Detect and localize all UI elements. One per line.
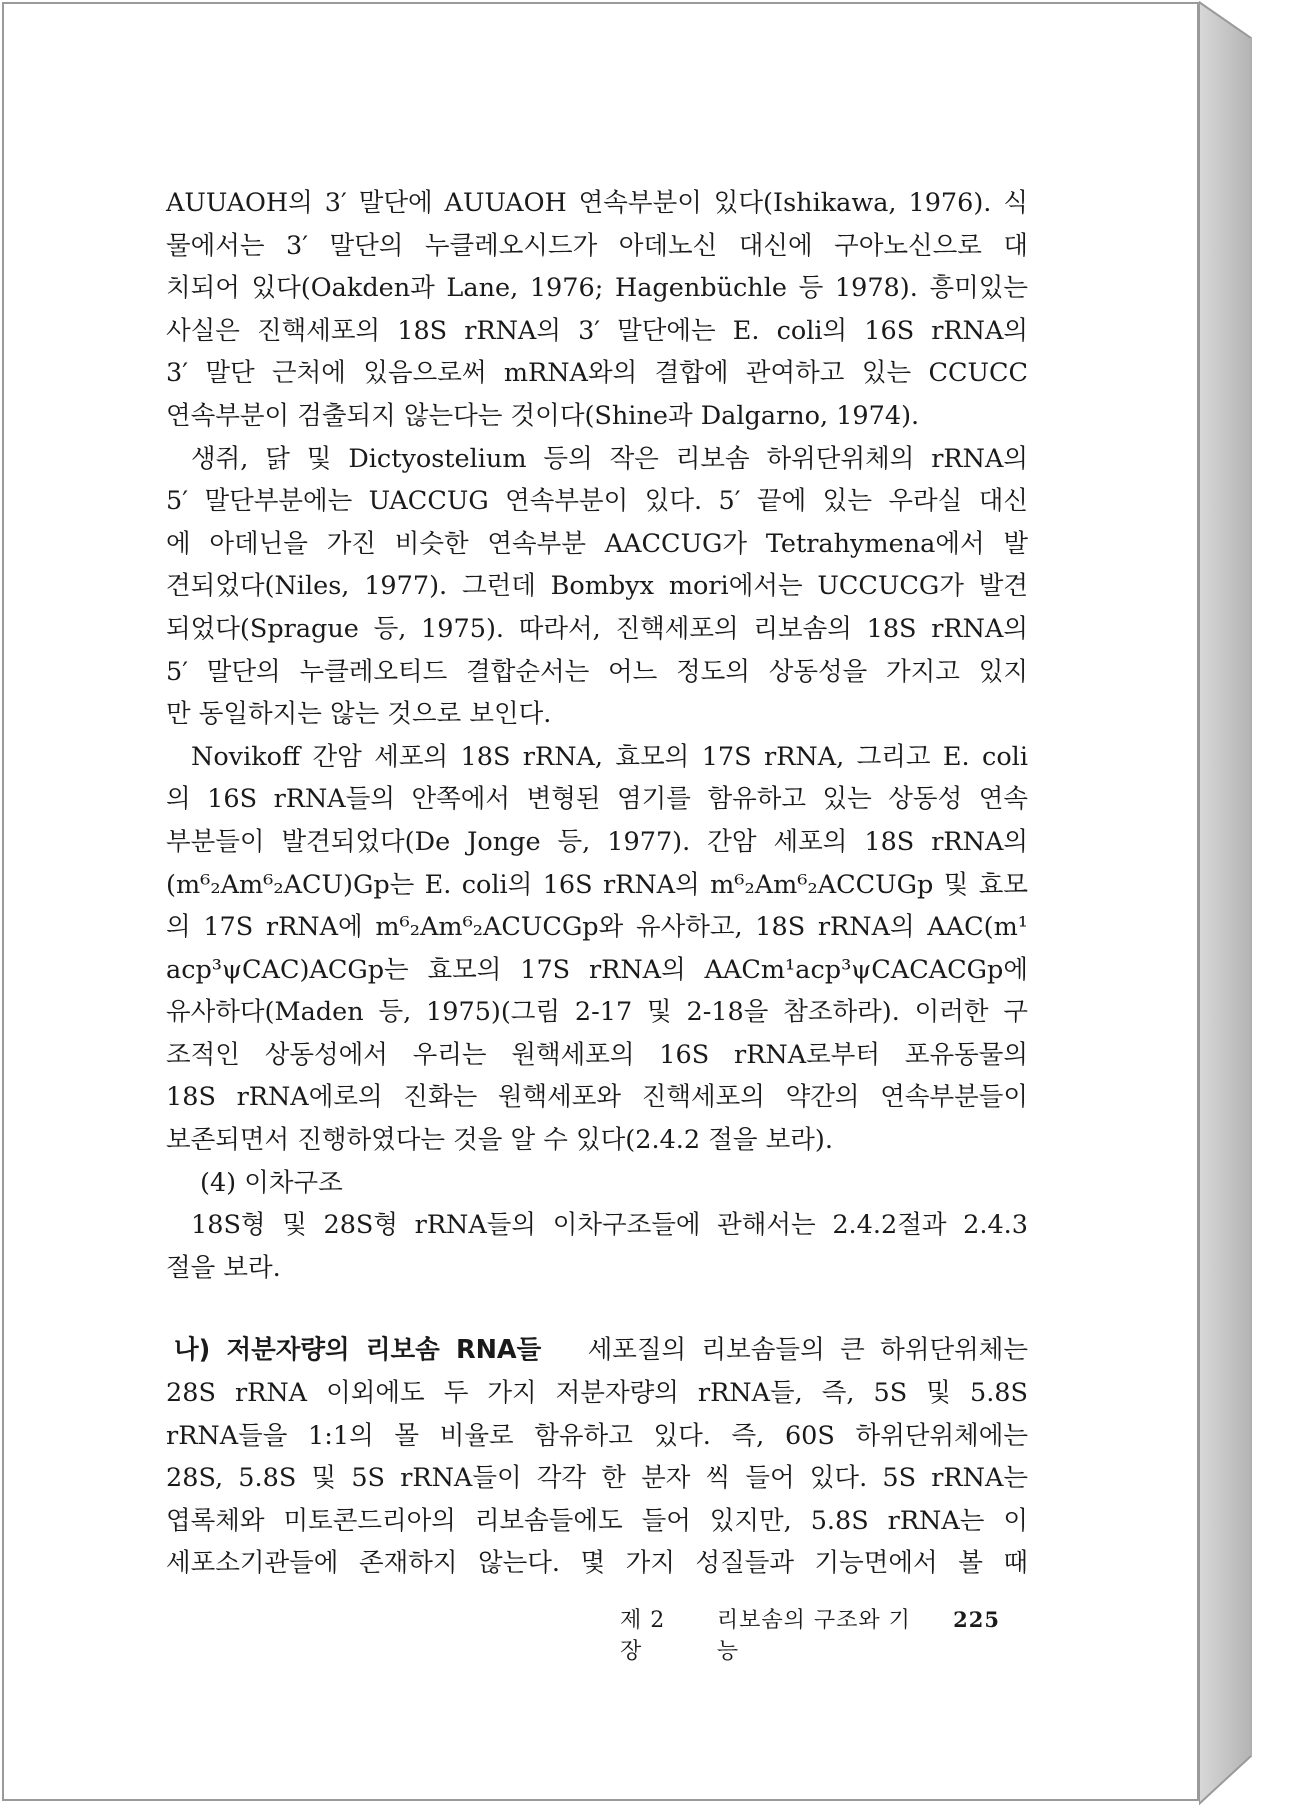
section-na-heading: 나) 저분자량의 리보솜 RNA들 (174, 1335, 542, 1366)
paragraph-3-line: 의 16S rRNA들의 안쪽에서 변형된 염기를 함유하고 있는 상동성 연속 (166, 784, 1028, 815)
paragraph-3-line: acp³ψCAC)ACGp는 효모의 17S rRNA의 AACm¹acp³ψCACACGp에 (166, 954, 1028, 985)
paragraph-2-line: 5′ 말단부분에는 UACCUG 연속부분이 있다. 5′ 끝에 있는 우라실 대신 (166, 486, 1028, 517)
subheading-secondary-structure: (4) 이차구조 (200, 1167, 343, 1198)
paragraph-1-line: 연속부분이 검출되지 않는다는 것이다(Shine과 Dalgarno, 1974). (166, 400, 920, 431)
paragraph-3-line: 18S rRNA에로의 진화는 원핵세포와 진핵세포의 약간의 연속부분들이 (166, 1082, 1028, 1113)
section-gap (166, 1289, 1028, 1329)
paragraph-1-line: 치되어 있다(Oakden과 Lane, 1976; Hagenbüchle 등 1978). 흥미있는 (166, 273, 1028, 304)
paragraph-2-line: 생쥐, 닭 및 Dictyostelium 등의 작은 리보솜 하위단위체의 rRNA의 (191, 443, 1028, 474)
paragraph-3-line: 유사하다(Maden 등, 1975)(그림 2-17 및 2-18을 참조하라). 이러한 구 (166, 997, 1028, 1028)
page-number: 225 (953, 1607, 1000, 1632)
paragraph-2-line: 에 아데닌을 가진 비슷한 연속부분 AACCUG가 Tetrahymena에서 발 (166, 528, 1028, 559)
section-na-first-line-text: 세포질의 리보솜들의 큰 하위단위체는 (587, 1335, 1028, 1366)
footer-chapter: 제 2 장 (620, 1608, 666, 1664)
paragraph-1-line: AUUAOH의 3′ 말단에 AUUAOH 연속부분이 있다(Ishikawa, 1976). 식 (166, 188, 1028, 218)
paragraph-2-line: 되었다(Sprague 등, 1975). 따라서, 진핵세포의 리보솜의 18S rRNA의 (166, 613, 1028, 644)
section-na-line: 엽록체와 미토콘드리아의 리보솜들에도 들어 있지만, 5.8S rRNA는 이 (166, 1505, 1028, 1536)
paragraph-3-line: 의 17S rRNA에 m⁶₂Am⁶₂ACUCGp와 유사하고, 18S rRNA의 AAC(m¹ (166, 912, 1028, 943)
paragraph-2-line: 5′ 말단의 누클레오티드 결합순서는 어느 정도의 상동성을 가지고 있지 (166, 656, 1028, 687)
section-na-line: 세포소기관들에 존재하지 않는다. 몇 가지 성질들과 기능면에서 볼 때 (166, 1548, 1028, 1579)
secondary-structure-line: 절을 보라. (166, 1252, 281, 1283)
paragraph-2-line: 견되었다(Niles, 1977). 그런데 Bombyx mori에서는 UCCUCG가 발견 (166, 571, 1028, 602)
footer-chapter-title: 리보솜의 구조와 기능 (716, 1608, 911, 1664)
book-edge (1199, 0, 1309, 1806)
paragraph-3-line: 조적인 상동성에서 우리는 원핵세포의 16S rRNA로부터 포유동물의 (166, 1039, 1028, 1070)
paragraph-3-line: 보존되면서 진행하였다는 것을 알 수 있다(2.4.2 절을 보라). (166, 1125, 833, 1156)
paragraph-3-line: 부분들이 발견되었다(De Jonge 등, 1977). 간암 세포의 18S rRNA의 (166, 826, 1028, 857)
paragraph-1-line: 물에서는 3′ 말단의 누클레오시드가 아데노신 대신에 구아노신으로 대 (166, 230, 1028, 261)
section-na-first-line (166, 1329, 1028, 1372)
paragraph-1-line: 3′ 말단 근처에 있음으로써 mRNA와의 결합에 관여하고 있는 CCUCC (166, 358, 1028, 389)
paragraph-2-line: 만 동일하지는 않는 것으로 보인다. (166, 699, 552, 730)
section-na-line: rRNA들을 1:1의 몰 비율로 함유하고 있다. 즉, 60S 하위단위체에는 (166, 1420, 1028, 1451)
page-text (166, 182, 1028, 1585)
paragraph-3-line: Novikoff 간암 세포의 18S rRNA, 효모의 17S rRNA, 그리고 E. coli (191, 741, 1028, 772)
section-na-line: 28S rRNA 이외에도 두 가지 저분자량의 rRNA들, 즉, 5S 및 5.8S (166, 1378, 1028, 1409)
paragraph-1-line: 사실은 진핵세포의 18S rRNA의 3′ 말단에는 E. coli의 16S rRNA의 (166, 315, 1028, 346)
section-na-line: 28S, 5.8S 및 5S rRNA들이 각각 한 분자 씩 들어 있다. 5S rRNA는 (166, 1463, 1028, 1494)
paragraph-3-line: (m⁶₂Am⁶₂ACU)Gp는 E. coli의 16S rRNA의 m⁶₂Am⁶₂ACCUGp 및 효모 (166, 869, 1028, 900)
page-footer (620, 1603, 1000, 1665)
secondary-structure-line: 18S형 및 28S형 rRNA들의 이차구조들에 관해서는 2.4.2절과 2.4.3 (191, 1210, 1028, 1241)
